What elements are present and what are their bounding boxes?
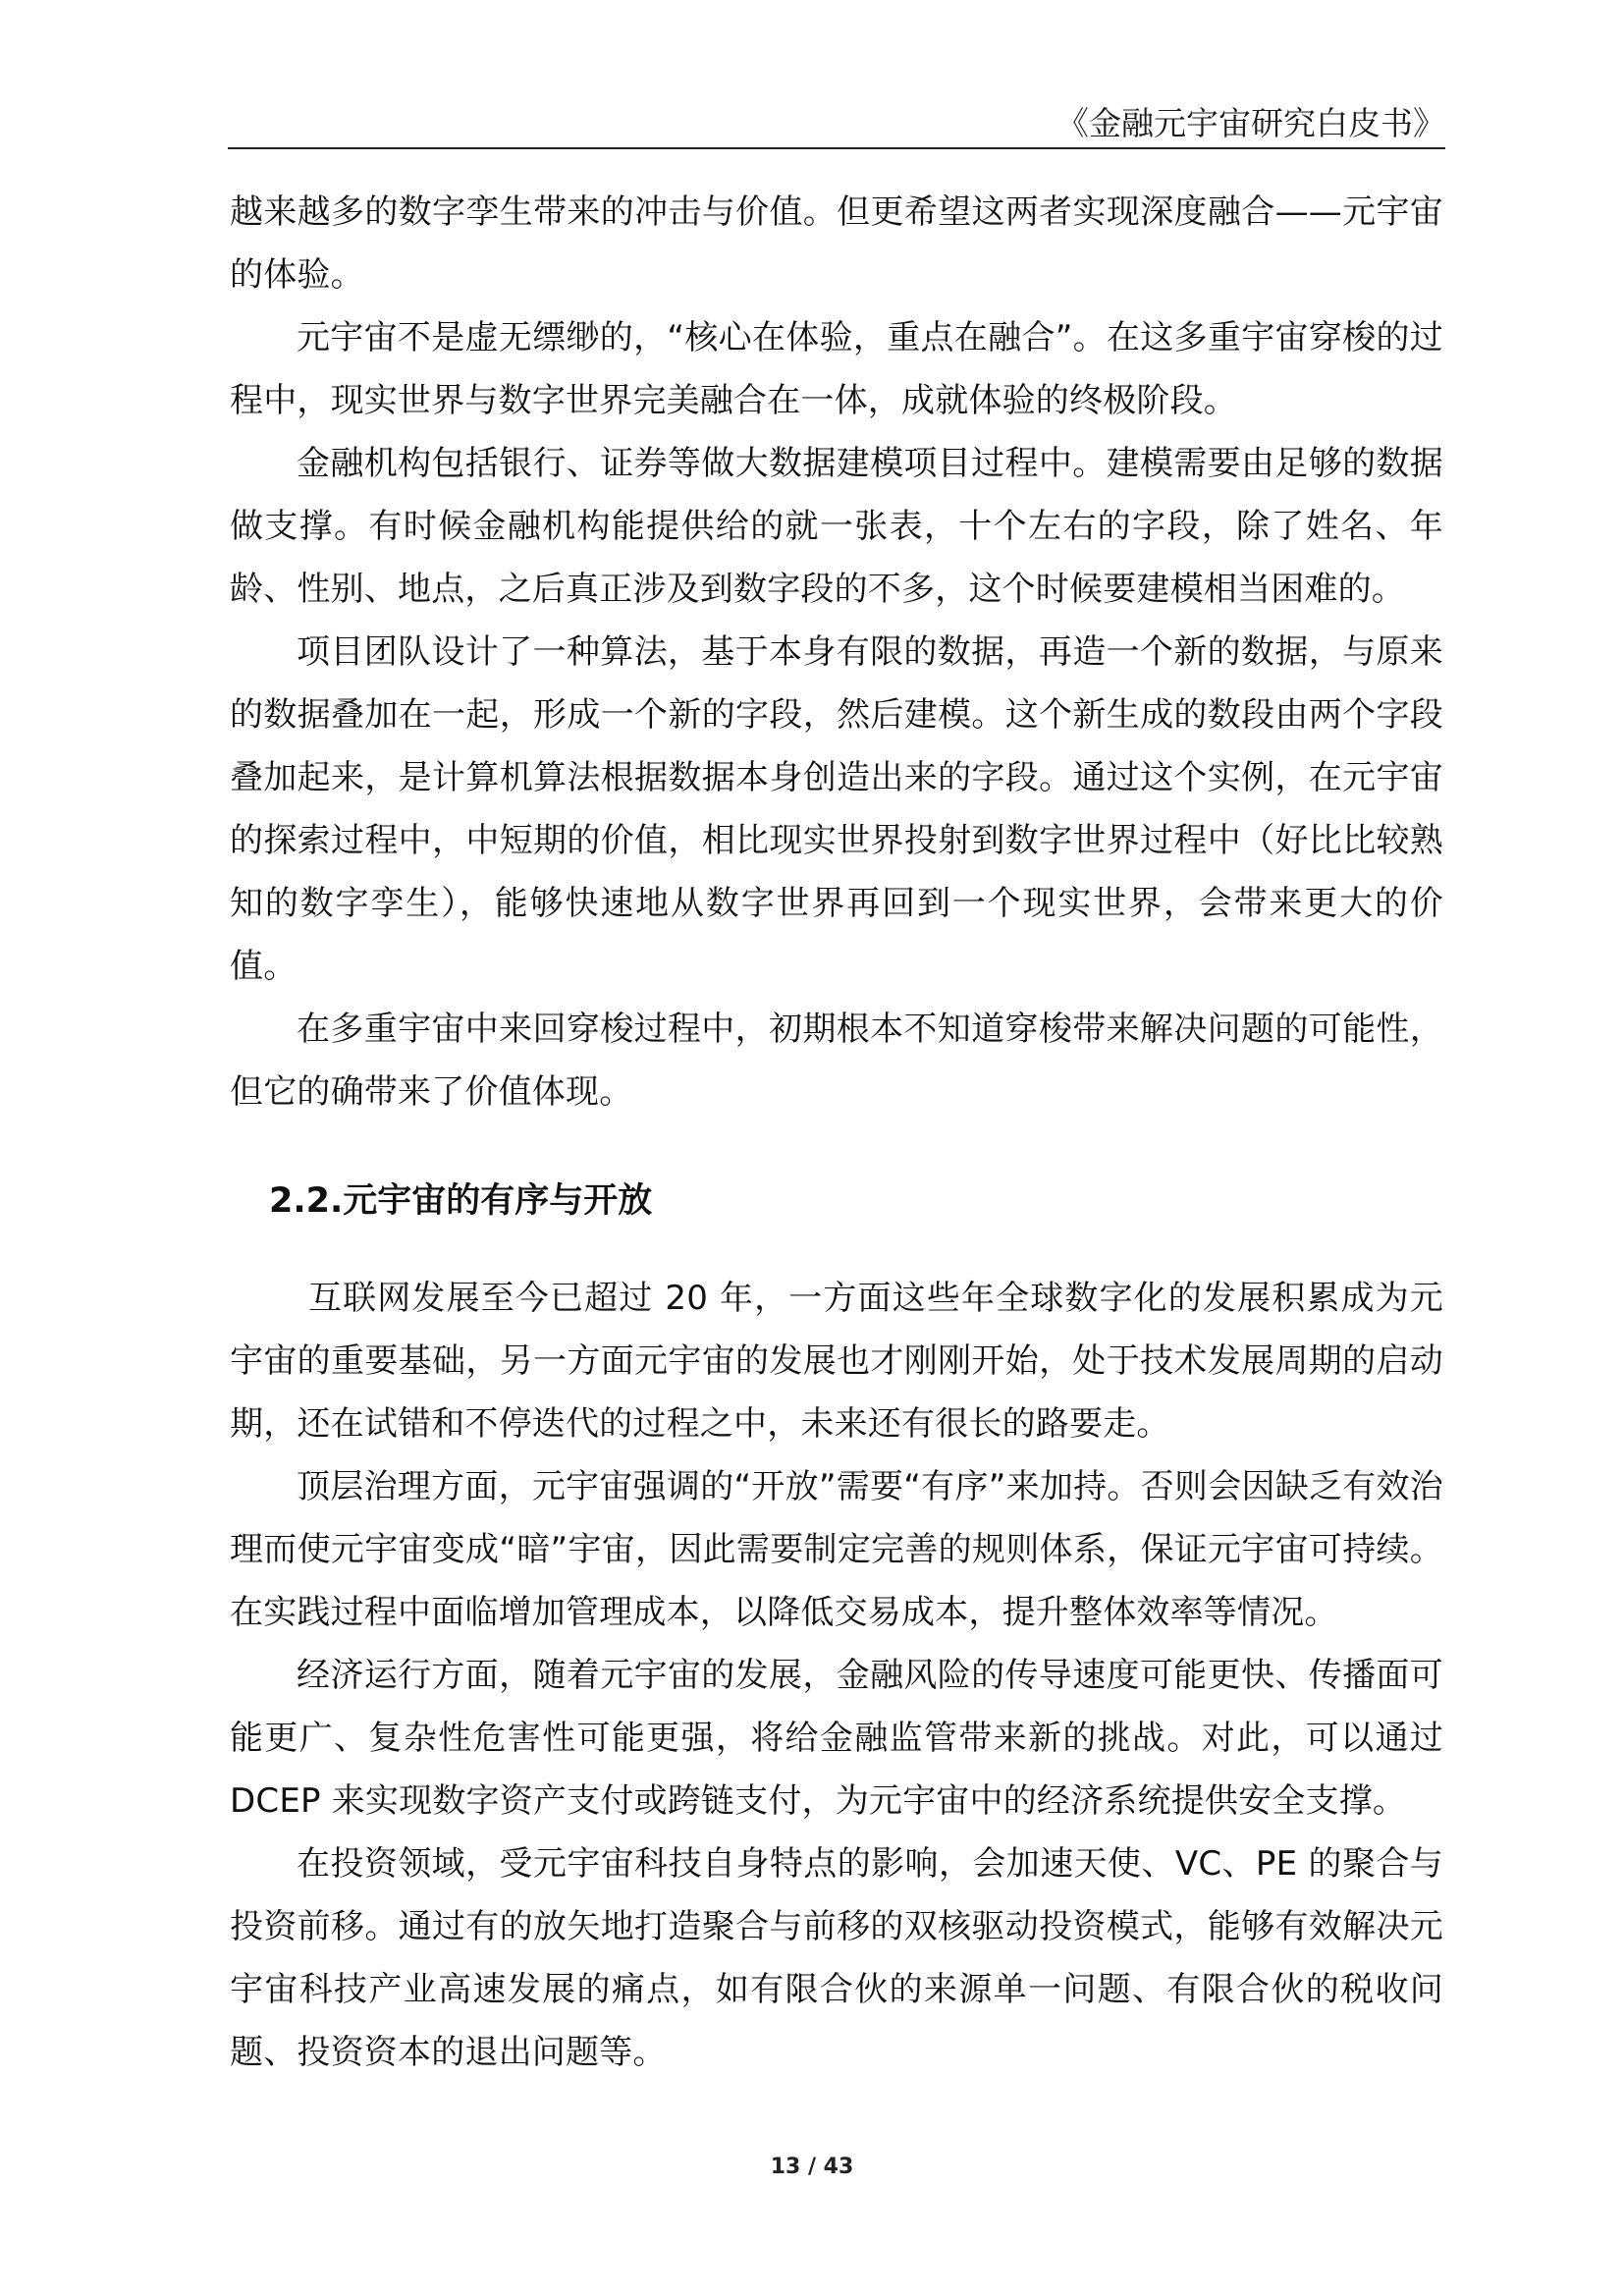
paragraph: 元宇宙不是虚无缥缈的，“核心在体验，重点在融合”。在这多重宇宙穿梭的过程中，现实世界与数字世界完美融合在一体，成就体验的终极阶段。 xyxy=(230,318,1443,420)
paragraph: 互联网发展至今已超过 20 年，一方面这些年全球数字化的发展积累成为元宇宙的重要基础，另一方面元宇宙的发展也才刚刚开始，处于技术发展周期的启动期，还在试错和不停迭代的过程之中，未来还有很长的路要走。 xyxy=(230,1279,1443,1444)
paragraph: 顶层治理方面，元宇宙强调的“开放”需要“有序”来加持。否则会因缺乏有效治理而使元宇宙变成“暗”宇宙，因此需要制定完善的规则体系，保证元宇宙可持续。在实践过程中面临增加管理成本，以降低交易成本，提升整体效率等情况。 xyxy=(230,1467,1443,1632)
paragraph: 项目团队设计了一种算法，基于本身有限的数据，再造一个新的数据，与原来的数据叠加在一起，形成一个新的字段，然后建模。这个新生成的数段由两个字段叠加起来，是计算机算法根据数据本身创造出来的字段。通过这个实例，在元宇宙的探索过程中，中短期的价值，相比现实世界投射到数字世界过程中（好比比较熟知的数字孪生），能够快速地从数字世界再回到一个现实世界，会带来更大的价值。 xyxy=(230,632,1443,986)
page-body xyxy=(230,181,1443,2084)
paragraph: 经济运行方面，随着元宇宙的发展，金融风险的传导速度可能更快、传播面可能更广、复杂性危害性可能更强，将给金融监管带来新的挑战。对此，可以通过 DCEP 来实现数字资产支付或跨链支付，为元宇宙中的经济系统提供安全支撑。 xyxy=(230,1656,1443,1821)
page-number: 13 / 43 xyxy=(770,2155,854,2179)
section-heading: 2.2.元宇宙的有序与开放 xyxy=(269,1181,653,1221)
paragraph: 金融机构包括银行、证券等做大数据建模项目过程中。建模需要由足够的数据做支撑。有时候金融机构能提供给的就一张表，十个左右的字段，除了姓名、年龄、性别、地点，之后真正涉及到数字段的不多，这个时候要建模相当困难的。 xyxy=(230,444,1443,609)
header-divider xyxy=(228,147,1445,149)
paragraph: 在多重宇宙中来回穿梭过程中，初期根本不知道穿梭带来解决问题的可能性，但它的确带来了价值体现。 xyxy=(230,1010,1443,1112)
paragraph: 越来越多的数字孪生带来的冲击与价值。但更希望这两者实现深度融合——元宇宙的体验。 xyxy=(230,192,1443,295)
paragraph: 在投资领域，受元宇宙科技自身特点的影响，会加速天使、VC、PE 的聚合与投资前移。通过有的放矢地打造聚合与前移的双核驱动投资模式，能够有效解决元宇宙科技产业高速发展的痛点，如有限合伙的来源单一问题、有限合伙的税收问题、投资资本的退出问题等。 xyxy=(230,1844,1443,2072)
running-header: 《金融元宇宙研究白皮书》 xyxy=(1056,104,1445,142)
